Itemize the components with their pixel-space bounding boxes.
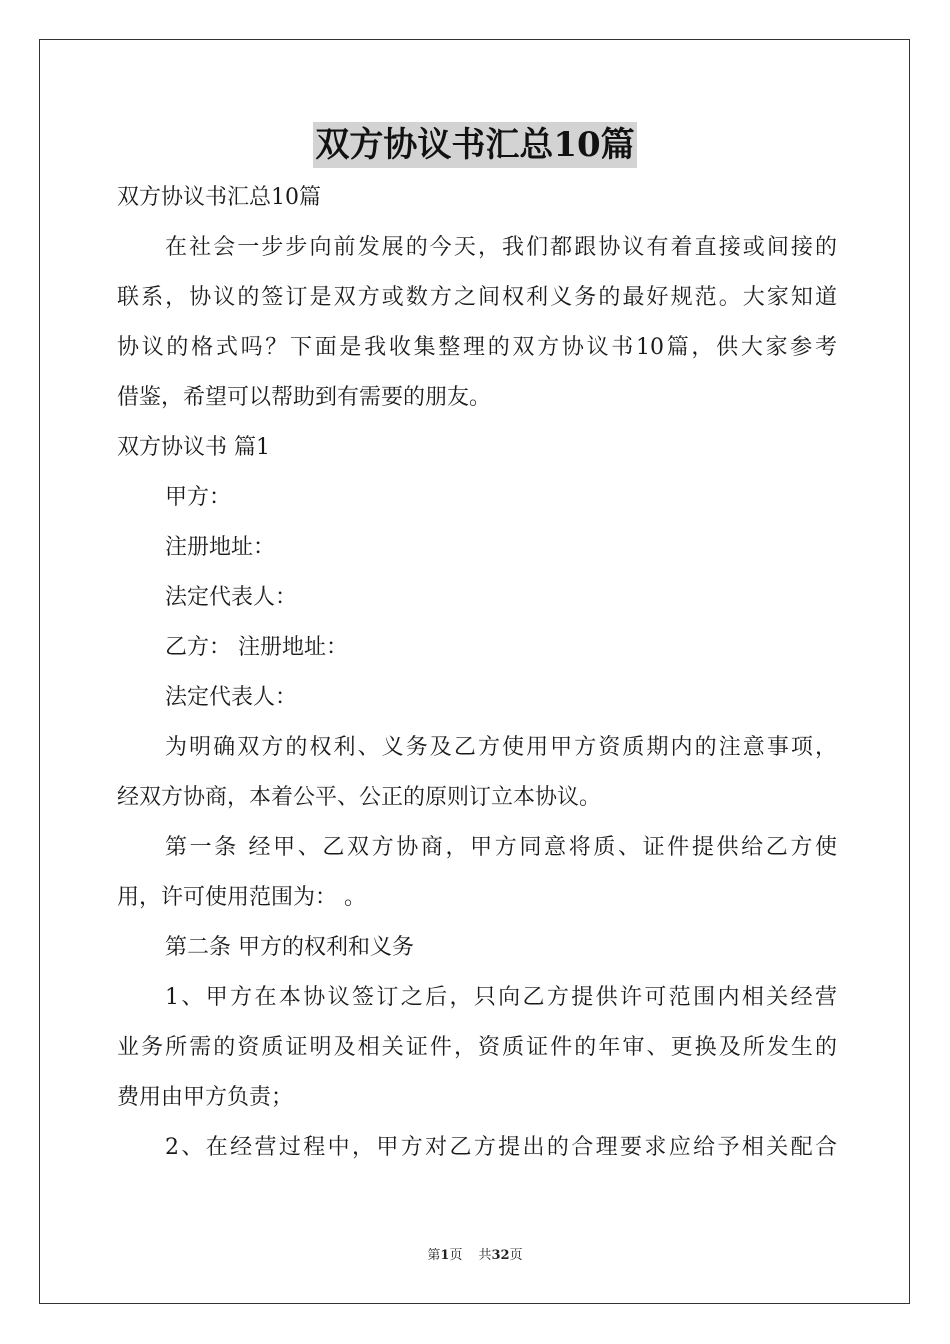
body-line: 在社会一步步向前发展的今天，我们都跟协议有着直接或间接的 <box>165 235 837 260</box>
body-line: 甲方： <box>165 485 232 510</box>
body-line: 为明确双方的权利、义务及乙方使用甲方资质期内的注意事项， <box>165 735 837 760</box>
body-line: 法定代表人： <box>165 685 298 710</box>
body-line: 乙方： 注册地址： <box>165 635 348 660</box>
body-line: 法定代表人： <box>165 585 298 610</box>
footer-total-prefix: 共 <box>478 1248 492 1263</box>
body-line: 联系，协议的签订是双方或数方之间权利义务的最好规范。大家知道 <box>117 285 837 310</box>
body-line: 费用由甲方负责； <box>117 1085 294 1110</box>
body-line: 第二条 甲方的权利和义务 <box>165 935 414 960</box>
footer-total-number: 32 <box>491 1248 510 1263</box>
body-line: 第一条 经甲、乙双方协商，甲方同意将质、证件提供给乙方使 <box>165 835 837 860</box>
footer-page-suffix: 页 <box>449 1248 463 1263</box>
body-line: 借鉴，希望可以帮助到有需要的朋友。 <box>117 385 492 410</box>
body-line: 2、在经营过程中，甲方对乙方提出的合理要求应给予相关配合 <box>165 1135 837 1160</box>
page-footer <box>0 1247 950 1265</box>
title-container <box>0 122 950 168</box>
document-title: 双方协议书汇总10篇 <box>313 122 636 168</box>
footer-page-number: 1 <box>440 1248 450 1263</box>
footer-page-prefix: 第 <box>427 1248 441 1263</box>
section-heading: 双方协议书 篇1 <box>117 435 270 460</box>
body-line: 协议的格式吗？下面是我收集整理的双方协议书10篇，供大家参考 <box>117 335 837 360</box>
body-line: 经双方协商，本着公平、公正的原则订立本协议。 <box>117 785 602 810</box>
body-line: 注册地址： <box>165 535 276 560</box>
body-line: 业务所需的资质证明及相关证件，资质证件的年审、更换及所发生的 <box>117 1035 837 1060</box>
page-frame <box>39 39 910 1304</box>
body-line: 用，许可使用范围为： 。 <box>117 885 366 910</box>
footer-total-suffix: 页 <box>509 1248 523 1263</box>
body-line: 1、甲方在本协议签订之后，只向乙方提供许可范围内相关经营 <box>165 985 837 1010</box>
subtitle-line: 双方协议书汇总10篇 <box>117 185 321 210</box>
